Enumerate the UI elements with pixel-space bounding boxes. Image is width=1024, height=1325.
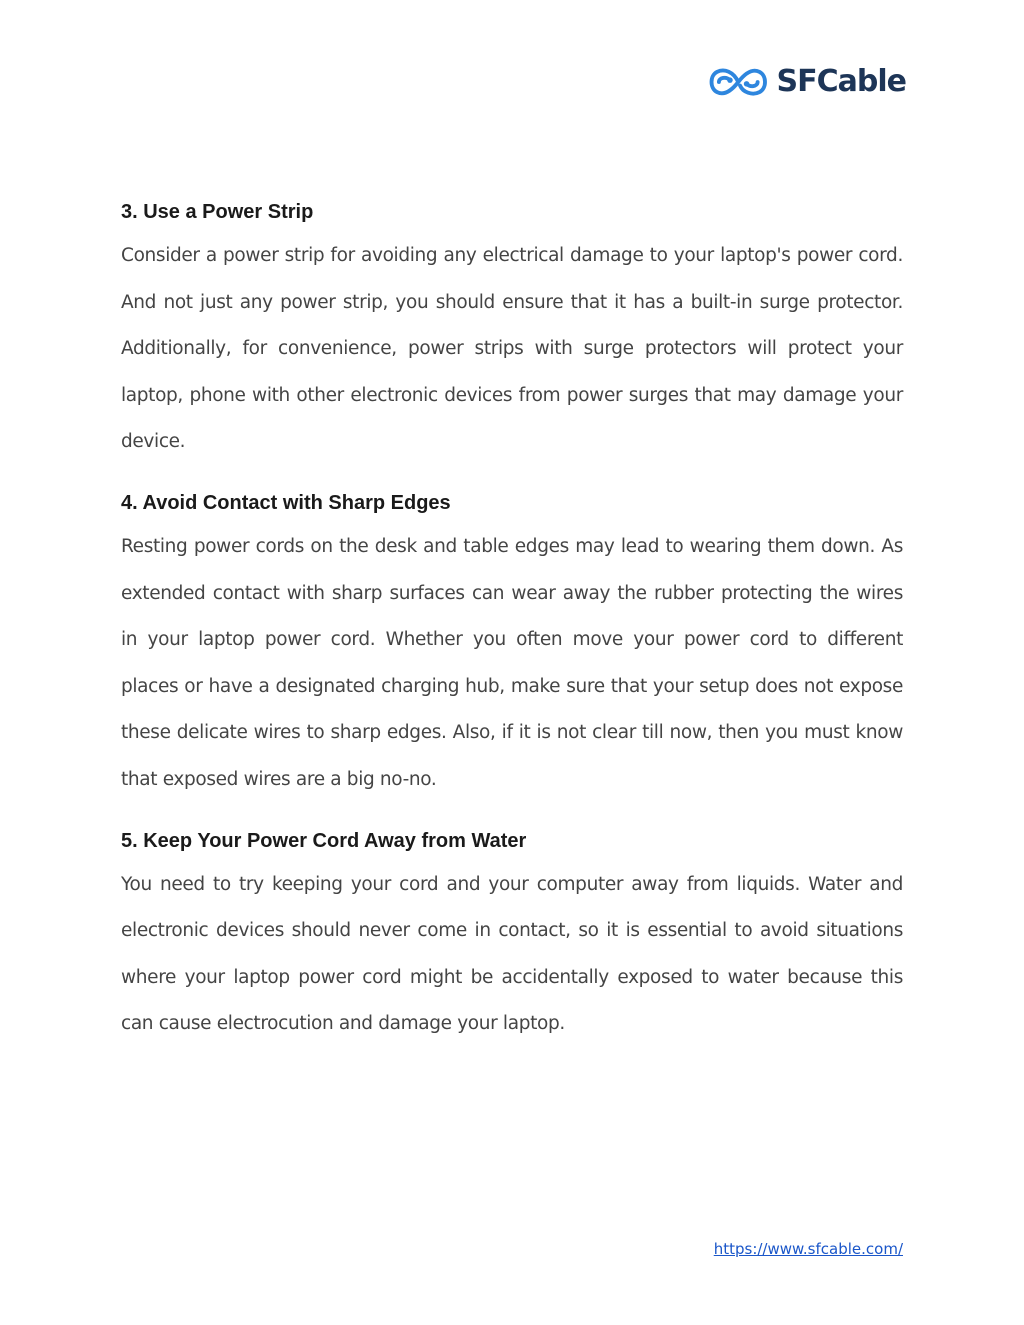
logo-text: SFCable — [776, 64, 906, 99]
section-heading: 3. Use a Power Strip — [121, 201, 314, 223]
section-heading: 4. Avoid Contact with Sharp Edges — [121, 491, 451, 514]
section-body: Resting power cords on the desk and table edges may lead to wearing them down. As extended contact with sharp surfaces can wear away the rubber protecting the wires in your laptop power cord. Whether you often move your power cord to different places or have a designated charging hub, make sure that your setup does not expose these delicate wires to sharp edges. Also, if it is not clear till now, then you must know that exposed wires are a big no-no. — [121, 535, 903, 790]
section-sharp-edges — [121, 488, 903, 804]
website-link[interactable]: https://www.sfcable.com/ — [713, 1240, 903, 1258]
section-water — [121, 826, 903, 1048]
section-body: Consider a power strip for avoiding any electrical damage to your laptop's power cord. And not just any power strip, you should ensure that it has a built-in surge protector. Additionally, for convenience, power strips with surge protectors will protect your laptop, phone with other electronic devices from power surges that may damage your device. — [121, 245, 903, 453]
section-power-strip — [121, 197, 903, 466]
sfcable-logo — [706, 60, 906, 104]
section-body: You need to try keeping your cord and your computer away from liquids. Water and electronic devices should never come in contact, so it is essential to avoid situations where your laptop power cord might be accidentally exposed to water because this can cause electrocution and damage your laptop. — [121, 873, 903, 1035]
infinity-cable-logo-icon — [706, 62, 771, 102]
article-content — [121, 197, 903, 1070]
section-heading: 5. Keep Your Power Cord Away from Water — [121, 829, 527, 852]
